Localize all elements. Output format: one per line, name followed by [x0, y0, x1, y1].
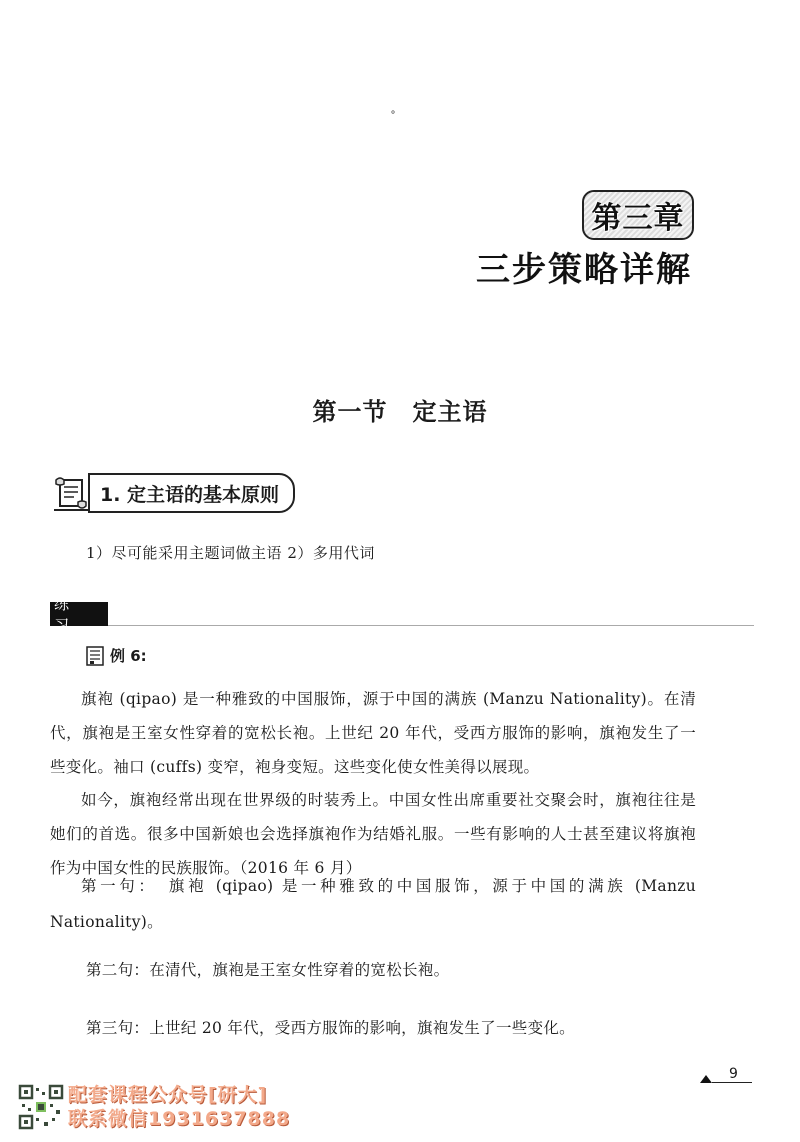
example-heading	[86, 645, 147, 666]
practice-divider	[108, 625, 754, 626]
sentence-1: 第一句： 旗袍 (qipao) 是一种雅致的中国服饰，源于中国的满族 (Manzu Nationality)。	[50, 876, 696, 931]
page-number: 9	[729, 1066, 738, 1082]
chapter-badge-label: 第三章	[591, 201, 685, 236]
sentence-2: 第二句：在清代，旗袍是王室女性穿着的宽松长袍。	[86, 961, 450, 979]
page-number-rule	[712, 1082, 752, 1083]
watermark-line-1: 配套课程公众号[研大]	[68, 1084, 268, 1106]
paragraph-2: 如今，旗袍经常出现在世界级的时装秀上。中国女性出席重要社交聚会时，旗袍往往是她们的首选。很多中国新娘也会选择旗袍作为结婚礼服。一些有影响的人士甚至建议将旗袍作为中国女性的民族服饰。（2016 年 6 月）	[50, 790, 696, 877]
paragraph-1: 旗袍 (qipao) 是一种雅致的中国服饰，源于中国的满族 (Manzu Nationality)。在清代，旗袍是王室女性穿着的宽松长袍。上世纪 20 年代，受西方服饰的影响，旗袍发生了一些变化。袖口 (cuffs) 变窄，袍身变短。这些变化使女性美得以展现。	[50, 689, 696, 776]
practice-label: 练 习	[54, 595, 78, 634]
chapter-badge	[582, 190, 694, 240]
watermark-line-2: 联系微信1931637888	[68, 1108, 291, 1130]
practice-tag	[50, 595, 108, 634]
section-title: 第一节 定主语	[312, 398, 488, 426]
page-marker-triangle	[700, 1075, 712, 1083]
subheading	[50, 472, 295, 514]
subheading-label: 1. 定主语的基本原则	[100, 483, 280, 506]
sentence-3: 第三句：上世纪 20 年代，受西方服饰的影响，旗袍发生了一些变化。	[86, 1019, 575, 1037]
scroll-icon	[50, 472, 92, 514]
watermark-ad	[68, 1083, 290, 1131]
chapter-title: 三步策略详解	[476, 250, 692, 290]
document-icon	[86, 646, 104, 666]
example-label: 例 6:	[110, 647, 147, 665]
scan-speck: ˚	[390, 110, 396, 124]
principles-text: 1）尽可能采用主题词做主语 2）多用代词	[86, 544, 375, 562]
qr-code-icon	[18, 1084, 64, 1130]
subheading-box	[88, 473, 295, 513]
